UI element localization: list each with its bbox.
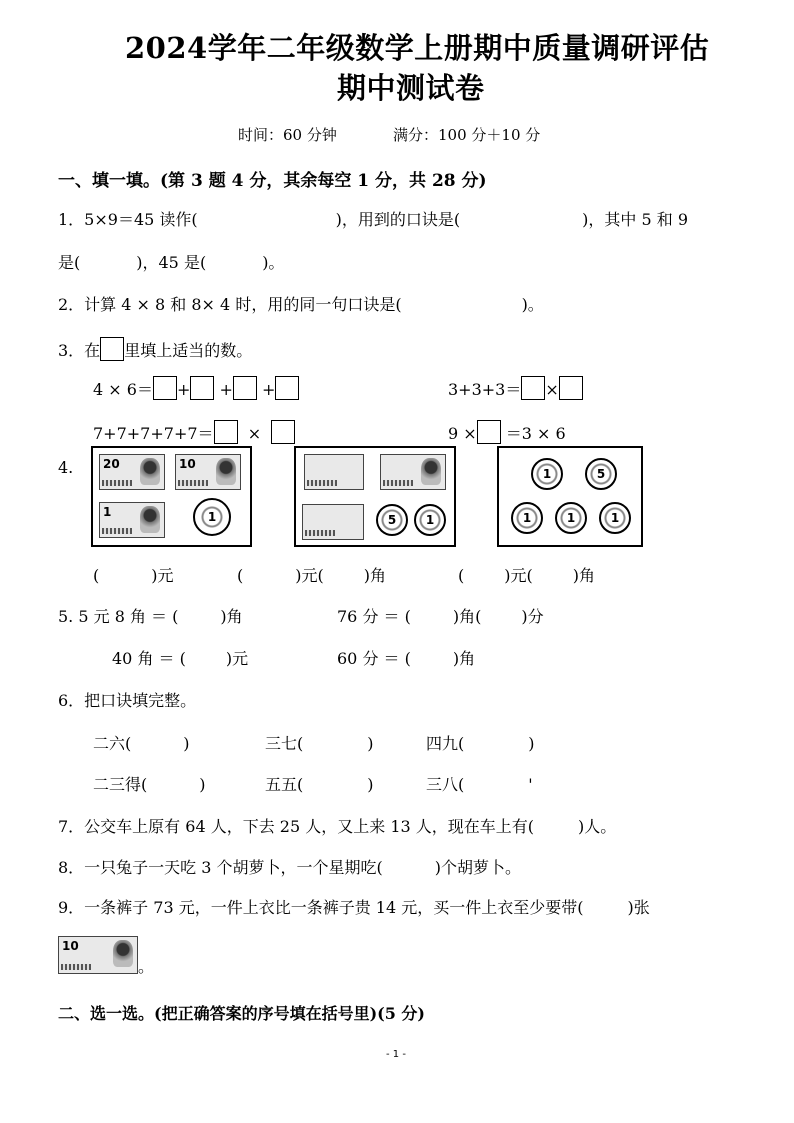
coin-5-jiao-image: 5: [376, 504, 408, 536]
q2-text-a: 2．计算 4 × 8 和 8× 4 时，用的同一句口诀是(: [58, 295, 402, 314]
unit-label: )元: [151, 566, 174, 585]
coin-1-jiao-image: 1: [599, 502, 631, 534]
q4-answer-3: [458, 563, 595, 586]
q7-text: 7．公交车上原有 64 人，下去 25 人，又上来 13 人，现在车上有(: [58, 817, 535, 836]
q6-item-5: [265, 772, 374, 795]
note-value: 1: [103, 505, 112, 519]
q5-item-c: [112, 646, 248, 669]
q9-text: )张: [627, 898, 650, 917]
q5-text: )角(: [452, 607, 482, 626]
note-pattern: [307, 480, 337, 486]
portrait-icon: [216, 458, 236, 485]
q6-item-3: [426, 731, 535, 754]
q9-end: 。: [138, 957, 155, 976]
times-sign: ×: [247, 424, 262, 443]
q2-line: [58, 292, 544, 315]
q6-text: ): [367, 775, 374, 794]
q6-item-1: [93, 731, 190, 754]
q6-text: 三七(: [265, 734, 304, 753]
times-sign: ×: [545, 380, 559, 399]
q3-eq-text: ＝3 × 6: [505, 424, 566, 443]
coin-1-jiao-image: 1: [531, 458, 563, 490]
answer-box[interactable]: [477, 420, 501, 444]
q9-text: 9．一条裤子 73 元，一件上衣比一条裤子贵 14 元，买一件上衣至少要带(: [58, 898, 584, 917]
q8-line: [58, 855, 521, 878]
q1-text-c: )，其中 5 和 9: [582, 210, 689, 229]
coin-5-jiao-image: 5: [585, 458, 617, 490]
q5-item-b: [337, 604, 544, 627]
banknote-10-image: [175, 454, 241, 490]
q6-item-2: [265, 731, 374, 754]
q5-item-a: [58, 604, 243, 627]
note-pattern: [61, 964, 91, 970]
plus-sign: +: [176, 380, 191, 399]
score-info: 满分：100 分＋10 分: [393, 126, 541, 144]
banknote-image: [380, 454, 446, 490]
answer-box[interactable]: [214, 420, 238, 444]
q6-item-4: [93, 772, 206, 795]
banknote-jiao-image: [304, 454, 364, 490]
note-pattern: [102, 480, 132, 486]
q4-answer-1: [93, 563, 174, 586]
paren: (: [93, 566, 100, 585]
q6-heading: 6．把口诀填完整。: [58, 691, 197, 710]
paren: (: [458, 566, 465, 585]
coin-1-jiao-image: 1: [511, 502, 543, 534]
answer-box[interactable]: [521, 376, 545, 400]
q1-text-b: )，用到的口诀是(: [335, 210, 461, 229]
q3-row2-right: [448, 420, 566, 444]
q9-line1: [58, 895, 650, 918]
q5-item-d: [337, 646, 475, 669]
q6-text: ): [183, 734, 190, 753]
q6-text: ): [367, 734, 374, 753]
answer-box[interactable]: [559, 376, 583, 400]
q6-item-6: [426, 772, 533, 795]
q3-row1-left: [93, 376, 299, 400]
q3-row2-left: [93, 420, 295, 444]
unit-label: )元(: [295, 566, 324, 585]
q3-eq-text: 9 ×: [448, 424, 477, 443]
q4-label: 4.: [58, 458, 74, 477]
portrait-icon: [421, 458, 441, 485]
q1-text-d: 是(: [58, 253, 81, 272]
note-pattern: [383, 480, 413, 486]
q3-row1-right: [448, 376, 583, 400]
note-pattern: [102, 528, 132, 534]
answer-box[interactable]: [233, 376, 257, 400]
plus-sign: +: [219, 380, 233, 399]
paren: (: [237, 566, 244, 585]
coin-1-jiao-image: 1: [555, 502, 587, 534]
q6-text: 四九(: [426, 734, 465, 753]
page-number: - 1 -: [386, 1049, 406, 1060]
q1-text-a: 1．5×9＝45 读作(: [58, 210, 198, 229]
portrait-icon: [113, 940, 133, 967]
q5-text: )元: [225, 649, 249, 668]
banknote-20-image: [99, 454, 165, 490]
q1-line1: [58, 207, 688, 230]
q4-answer-2: [237, 563, 386, 586]
note-value: 10: [179, 457, 196, 471]
answer-box[interactable]: [190, 376, 214, 400]
q2-text-b: )。: [521, 295, 544, 314]
q7-text: )人。: [578, 817, 617, 836]
banknote-10-image: [58, 936, 138, 974]
q1-line2: [58, 250, 284, 273]
unit-label: )角: [572, 566, 595, 585]
portrait-icon: [140, 506, 160, 533]
q3-text-b: 里填上适当的数。: [124, 341, 253, 360]
q3-eq-text: 4 × 6＝: [93, 380, 153, 399]
q3-eq-text: 3+3+3＝: [448, 380, 522, 399]
time-info: 时间：60 分钟: [238, 126, 337, 144]
title-line-1: 2024学年二年级数学上册期中质量调研评估: [125, 31, 710, 65]
money-panel-1: [91, 446, 252, 547]
unit-label: )角: [363, 566, 386, 585]
q3-heading: [58, 337, 252, 361]
note-pattern: [178, 480, 208, 486]
banknote-jiao-image: [302, 504, 364, 540]
q1-text-e: )，45 是(: [136, 253, 207, 272]
q3-eq-text: 7+7+7+7+7＝: [93, 424, 214, 443]
coin-1-yuan-image: 1: [193, 498, 231, 536]
q8-text: )个胡萝卜。: [434, 858, 522, 877]
note-value: 20: [103, 457, 120, 471]
unit-label: )元(: [504, 566, 533, 585]
q6-text: ): [199, 775, 206, 794]
note-value: 10: [62, 939, 79, 953]
q6-text: ': [528, 775, 533, 794]
q6-text: 五五(: [265, 775, 304, 794]
q6-text: 二六(: [93, 734, 132, 753]
q5-text: 76 分 ＝ (: [337, 607, 411, 626]
answer-box[interactable]: [275, 376, 299, 400]
q8-text: 8．一只兔子一天吃 3 个胡萝卜，一个星期吃(: [58, 858, 383, 877]
q5-text: )角: [220, 607, 243, 626]
note-pattern: [305, 530, 335, 536]
portrait-icon: [140, 458, 160, 485]
answer-box[interactable]: [153, 376, 177, 400]
q5-text: 40 角 ＝ (: [112, 649, 186, 668]
q6-text: ): [528, 734, 535, 753]
coin-1-yuan-image: 1: [414, 504, 446, 536]
banknote-1-image: [99, 502, 165, 538]
q3-text-a: 3．在: [58, 341, 101, 360]
q5-text: 60 分 ＝ (: [337, 649, 411, 668]
q5-text: )分: [521, 607, 544, 626]
answer-box-sample: [100, 337, 124, 361]
q6-text: 三八(: [426, 775, 465, 794]
money-panel-3: [497, 446, 643, 547]
plus-sign: +: [261, 380, 276, 399]
section1-heading: 一、填一填。(第 3 题 4 分，其余每空 1 分，共 28 分): [58, 171, 487, 191]
answer-box[interactable]: [271, 420, 295, 444]
money-panel-2: [294, 446, 456, 547]
q1-text-f: )。: [262, 253, 285, 272]
title-line-2: 期中测试卷: [337, 71, 485, 105]
q5-text: 5. 5 元 8 角 ＝ (: [58, 607, 179, 626]
section2-heading: 二、选一选。(把正确答案的序号填在括号里)(5 分): [58, 1004, 425, 1023]
q6-text: 二三得(: [93, 775, 148, 794]
q5-text: )角: [452, 649, 476, 668]
q7-line: [58, 814, 616, 837]
